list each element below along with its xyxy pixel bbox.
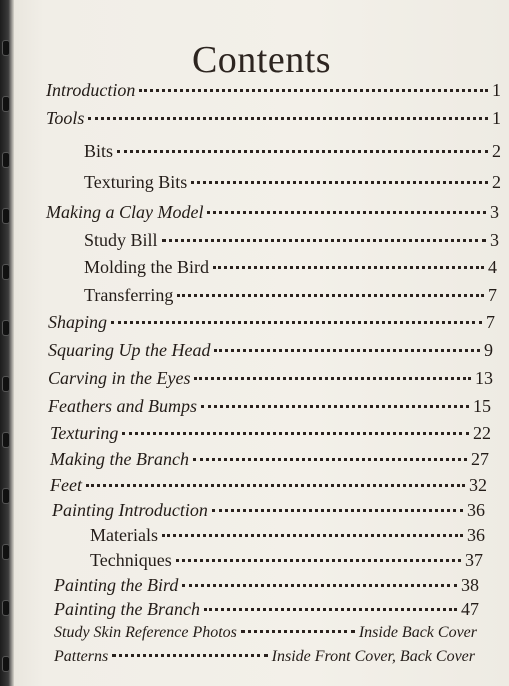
toc-label: Making a Clay Model: [46, 202, 204, 222]
toc-label: Patterns: [54, 648, 109, 665]
leader-dots: [213, 266, 484, 269]
leader-dots: [162, 534, 463, 537]
toc-entry-feet: [50, 475, 487, 501]
leader-dots: [241, 630, 355, 633]
toc-page: 3: [490, 202, 499, 222]
toc-entry-transferring: [84, 285, 497, 311]
leader-dots: [214, 349, 480, 352]
toc-label: Techniques: [90, 550, 172, 570]
toc-label: Painting Introduction: [52, 500, 208, 520]
toc-page: 15: [473, 396, 491, 416]
contents-page: [14, 0, 509, 686]
leader-dots: [122, 432, 469, 435]
leader-dots: [194, 377, 471, 380]
toc-entry-texturing-bits: [84, 172, 501, 198]
toc-entry-painting-the-branch: [54, 599, 479, 625]
toc-page: 2: [492, 172, 501, 192]
toc-entry-carving-in-the-eyes: [48, 368, 493, 394]
leader-dots: [193, 458, 467, 461]
toc-entry-feathers-and-bumps: [48, 396, 491, 422]
toc-label: Molding the Bird: [84, 257, 209, 277]
toc-entry-introduction: [46, 80, 501, 106]
toc-page: Inside Front Cover, Back Cover: [271, 648, 475, 665]
leader-dots: [204, 608, 457, 611]
toc-label: Introduction: [46, 80, 136, 100]
toc-page: 4: [488, 257, 497, 277]
spiral-binding: [0, 0, 14, 686]
toc-entry-bits: [84, 141, 501, 167]
leader-dots: [177, 294, 484, 297]
toc-page: 7: [486, 312, 495, 332]
leader-dots: [112, 654, 267, 657]
toc-page: 1: [492, 108, 501, 128]
toc-page: Inside Back Cover: [358, 624, 477, 641]
toc-entry-patterns: [54, 648, 475, 674]
toc-label: Painting the Branch: [54, 599, 200, 619]
leader-dots: [191, 181, 488, 184]
toc-entry-materials: [90, 525, 485, 551]
toc-label: Painting the Bird: [54, 575, 179, 595]
toc-page: 7: [488, 285, 497, 305]
toc-page: 47: [461, 599, 479, 619]
leader-dots: [86, 484, 465, 487]
page-title: Contents: [191, 39, 332, 81]
toc-page: 38: [461, 575, 479, 595]
toc-entry-study-bill: [84, 230, 499, 256]
toc-page: 2: [492, 141, 501, 161]
leader-dots: [182, 584, 457, 587]
toc-label: Tools: [46, 108, 85, 128]
toc-label: Feathers and Bumps: [48, 396, 197, 416]
leader-dots: [201, 405, 469, 408]
toc-entry-texturing: [50, 423, 491, 449]
toc-page: 27: [471, 449, 489, 469]
toc-entry-tools: [46, 108, 501, 134]
toc-page: 3: [490, 230, 499, 250]
toc-page: 9: [484, 340, 493, 360]
toc-entry-techniques: [90, 550, 483, 576]
toc-label: Shaping: [48, 312, 108, 332]
toc-page: 32: [469, 475, 487, 495]
toc-label: Materials: [90, 525, 158, 545]
leader-dots: [88, 117, 488, 120]
toc-label: Carving in the Eyes: [48, 368, 191, 388]
toc-label: Squaring Up the Head: [48, 340, 211, 360]
toc-page: 36: [467, 525, 485, 545]
toc-entry-making-the-branch: [50, 449, 489, 475]
toc-entry-shaping: [48, 312, 495, 338]
leader-dots: [207, 211, 486, 214]
leader-dots: [212, 509, 463, 512]
toc-label: Study Skin Reference Photos: [54, 624, 237, 641]
toc-page: 36: [467, 500, 485, 520]
toc-page: 22: [473, 423, 491, 443]
toc-label: Texturing: [50, 423, 119, 443]
toc-label: Transferring: [84, 285, 174, 305]
toc-entry-painting-introduction: [52, 500, 485, 526]
toc-page: 37: [465, 550, 483, 570]
leader-dots: [162, 239, 486, 242]
toc-entry-squaring-up-the-head: [48, 340, 493, 366]
toc-entry-painting-the-bird: [54, 575, 479, 601]
toc-entry-molding-the-bird: [84, 257, 497, 283]
leader-dots: [117, 150, 488, 153]
leader-dots: [111, 321, 482, 324]
toc-label: Study Bill: [84, 230, 158, 250]
toc-page: 13: [475, 368, 493, 388]
toc-label: Making the Branch: [50, 449, 189, 469]
toc-entry-study-skin-reference-photos: [54, 624, 477, 650]
toc-page: 1: [492, 80, 501, 100]
toc-entry-making-a-clay-model: [46, 202, 499, 228]
toc-label: Bits: [84, 141, 114, 161]
leader-dots: [139, 89, 488, 92]
toc-label: Texturing Bits: [84, 172, 188, 192]
leader-dots: [176, 559, 461, 562]
toc-label: Feet: [50, 475, 82, 495]
